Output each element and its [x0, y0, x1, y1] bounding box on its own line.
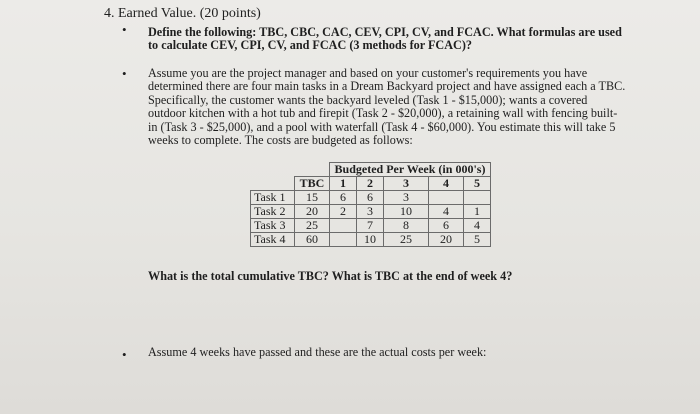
task-cell: Task 2: [251, 205, 295, 219]
week-cell: 3: [357, 205, 384, 219]
week-cell: 10: [384, 205, 429, 219]
table-row: [251, 233, 491, 247]
week-cell: 6: [330, 191, 357, 205]
week-cell: 7: [357, 219, 384, 233]
tbc-cell: 20: [295, 205, 330, 219]
task-cell: Task 3: [251, 219, 295, 233]
week-cell: 6: [357, 191, 384, 205]
table-row: [251, 205, 491, 219]
empty-cell: [251, 163, 330, 177]
week-header: 3: [384, 177, 429, 191]
question-heading: 4. Earned Value. (20 points): [104, 6, 261, 21]
week-cell: 6: [429, 219, 464, 233]
table-row: [251, 191, 491, 205]
week-cell: 8: [384, 219, 429, 233]
table-row: [251, 219, 491, 233]
tbc-cell: 15: [295, 191, 330, 205]
week-header: 1: [330, 177, 357, 191]
tbc-cell: 60: [295, 233, 330, 247]
week-header: 5: [464, 177, 491, 191]
actual-costs-prompt: Assume 4 weeks have passed and these are the actual costs per week:: [148, 345, 487, 359]
group-header: Budgeted Per Week (in 000's): [330, 163, 491, 177]
table-header-row: [251, 177, 491, 191]
tbc-header: TBC: [295, 177, 330, 191]
week-header: 4: [429, 177, 464, 191]
empty-cell: [251, 177, 295, 191]
week-cell: [464, 191, 491, 205]
week-cell: 4: [429, 205, 464, 219]
bullet-dot: •: [122, 347, 127, 362]
week-cell: 3: [384, 191, 429, 205]
week-cell: [330, 233, 357, 247]
budget-table: [250, 162, 491, 247]
week-header: 2: [357, 177, 384, 191]
week-cell: [330, 219, 357, 233]
bullet-dot: •: [122, 22, 127, 37]
week-cell: 1: [464, 205, 491, 219]
task-cell: Task 4: [251, 233, 295, 247]
week-cell: 4: [464, 219, 491, 233]
table-group-header-row: [251, 163, 491, 177]
tbc-cell: 25: [295, 219, 330, 233]
task-cell: Task 1: [251, 191, 295, 205]
definitions-prompt: Define the following: TBC, CBC, CAC, CEV, CPI, CV, and FCAC. What formulas are used to calculate CEV, CPI, CV, and FCAC (3 methods for FCAC)?: [148, 25, 622, 53]
week-cell: 25: [384, 233, 429, 247]
week-cell: 10: [357, 233, 384, 247]
bullet-dot: •: [122, 66, 127, 81]
week-cell: [429, 191, 464, 205]
tbc-question: What is the total cumulative TBC? What is TBC at the end of week 4?: [148, 269, 513, 283]
week-cell: 5: [464, 233, 491, 247]
week-cell: 2: [330, 205, 357, 219]
week-cell: 20: [429, 233, 464, 247]
scenario-paragraph: Assume you are the project manager and based on your customer's requirements you have determined there are four main tasks in a Dream Backyard project and have assigned each a TBC. Specifically, the customer wants the backyard leveled (Task 1 - $15,000); wants a covered outdoor kitchen with a hot tub and firepit (Task 2 - $20,000), a retaining wall with fencing built-in (Task 3 - $25,000), and a pool with waterfall (Task 4 - $60,000). You estimate this will take 5 weeks to complete. The costs are budgeted as follows:: [148, 66, 626, 148]
